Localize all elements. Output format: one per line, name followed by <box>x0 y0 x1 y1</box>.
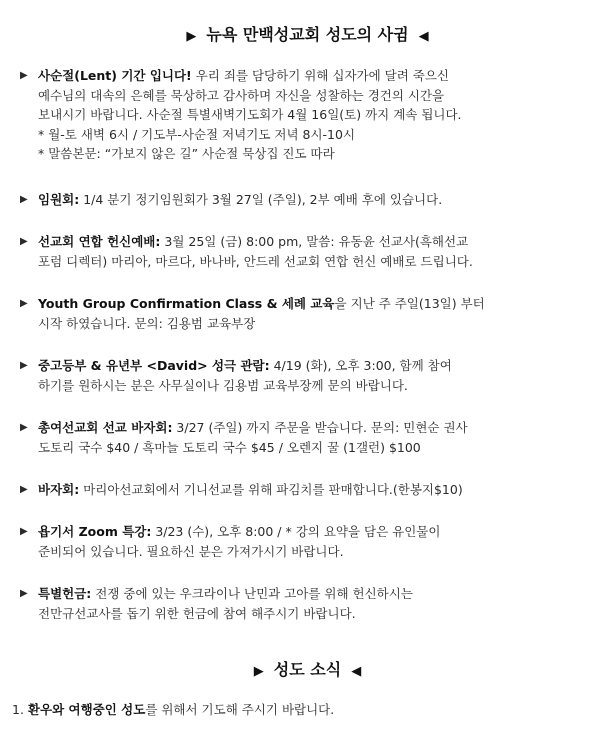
announcement-text: 전쟁 중에 있는 우크라이나 난민과 고아를 위해 헌신하시는 <box>91 586 413 601</box>
bullet-icon: ▶ <box>20 70 28 81</box>
announcement-text: 하기를 원하시는 분은 사무실이나 김용범 교육부장께 문의 바랍니다. <box>38 377 408 393</box>
announcement-note: * 월-토 새벽 6시 / 기도부-사순절 저녁기도 저녁 8시-10시 <box>38 126 356 142</box>
announcement-title: 욥기서 Zoom 특강: <box>38 524 152 539</box>
announcement-title: Youth Group Confirmation Class & 세례 교육 <box>38 296 335 311</box>
announcement-title: 특별헌금: <box>38 586 92 601</box>
right-triangle-icon: ▶ <box>186 29 197 44</box>
bullet-icon: ▶ <box>20 298 28 309</box>
bullet-icon: ▶ <box>20 526 28 537</box>
announcement-text: 1/4 분기 정기임원회가 3월 27일 (주일), 2부 예배 후에 있습니다. <box>79 192 443 207</box>
announcement-note: * 말씀본문: “가보지 않은 길” 사순절 묵상집 진도 따라 <box>38 146 335 161</box>
announcement-text: 을 지난 주 주일(13일) 부터 <box>334 296 485 311</box>
right-triangle-icon: ▶ <box>253 664 264 679</box>
announcement-title: 총여선교회 선교 바자회: <box>38 420 173 435</box>
announcement-title: 임원회: <box>38 192 80 207</box>
announcement-title: 선교회 연합 헌신예배: <box>38 234 161 249</box>
bullet-icon: ▶ <box>20 194 28 205</box>
announcement-text: 3월 25일 (금) 8:00 pm, 말씀: 유동윤 선교사(흑해선교 <box>160 234 469 249</box>
announcement-confirmation-class <box>20 294 610 333</box>
announcement-job-lecture <box>20 522 610 561</box>
announcement-text: 3/23 (수), 오후 8:00 / * 강의 요약을 담은 유인물이 <box>151 524 441 539</box>
announcement-mission-bazaar <box>20 418 610 457</box>
news-number: 1. <box>12 702 24 717</box>
announcement-joint-service <box>20 232 610 271</box>
announcement-text: 준비되어 있습니다. 필요하신 분은 가져가시기 바랍니다. <box>38 543 344 559</box>
announcement-title: 사순절(Lent) 기간 입니다! <box>38 68 192 83</box>
announcement-text: 4/19 (화), 오후 3:00, 함께 참여 <box>269 358 452 373</box>
announcement-text: 시작 하였습니다. 문의: 김용범 교육부장 <box>38 315 256 331</box>
bullet-icon: ▶ <box>20 484 28 495</box>
bullet-icon: ▶ <box>20 236 28 247</box>
announcement-text: 포럼 디렉터) 마리아, 마르다, 바나바, 안드레 선교회 연합 헌신 예배로 드립니다. <box>38 253 473 269</box>
bullet-icon: ▶ <box>20 360 28 371</box>
section-title: 뉴욕 만백성교회 성도의 사귐 <box>206 25 409 44</box>
announcement-bazaar <box>20 480 610 500</box>
announcement-text: 도토리 국수 $40 / 흑마늘 도토리 국수 $45 / 오렌지 꿀 (1갤런) $100 <box>38 439 421 455</box>
announcement-text: 보내시기 바랍니다. 사순절 특별새벽기도회가 4월 16일(토) 까지 계속 됩니다. <box>38 107 462 122</box>
announcement-text: 3/27 (주일) 까지 주문을 받습니다. 문의: 민현순 권사 <box>172 420 468 435</box>
announcement-officers-meeting <box>20 190 610 210</box>
announcement-drama <box>20 356 610 395</box>
announcement-text: 전만규선교사를 돕기 위한 헌금에 참여 해주시기 바랍니다. <box>38 605 356 621</box>
news-text: 를 위해서 기도해 주시기 바랍니다. <box>145 702 335 717</box>
announcement-text: 마리아선교회에서 기니선교를 위해 파김치를 판매합니다.(한봉지$10) <box>79 482 463 497</box>
news-title: 환우와 여행중인 성도 <box>27 702 146 717</box>
section-title: 성도 소식 <box>273 660 342 679</box>
announcement-special-offering <box>20 584 610 623</box>
announcement-title: 중고등부 & 유년부 <David> 성극 관람: <box>38 358 270 373</box>
left-triangle-icon: ◀ <box>351 664 362 679</box>
news-item <box>12 700 607 719</box>
section-heading-news <box>0 657 615 680</box>
announcement-text: 예수님의 대속의 은혜를 묵상하고 감사하며 자신을 성찰하는 경건의 시간을 <box>38 87 445 103</box>
announcement-lent <box>20 66 610 164</box>
section-heading-fellowship <box>0 22 615 45</box>
bullet-icon: ▶ <box>20 588 28 599</box>
bullet-icon: ▶ <box>20 422 28 433</box>
left-triangle-icon: ◀ <box>418 29 429 44</box>
announcement-text: 우리 죄를 담당하기 위해 십자가에 달려 죽으신 <box>191 68 449 83</box>
announcement-title: 바자회: <box>38 482 80 497</box>
